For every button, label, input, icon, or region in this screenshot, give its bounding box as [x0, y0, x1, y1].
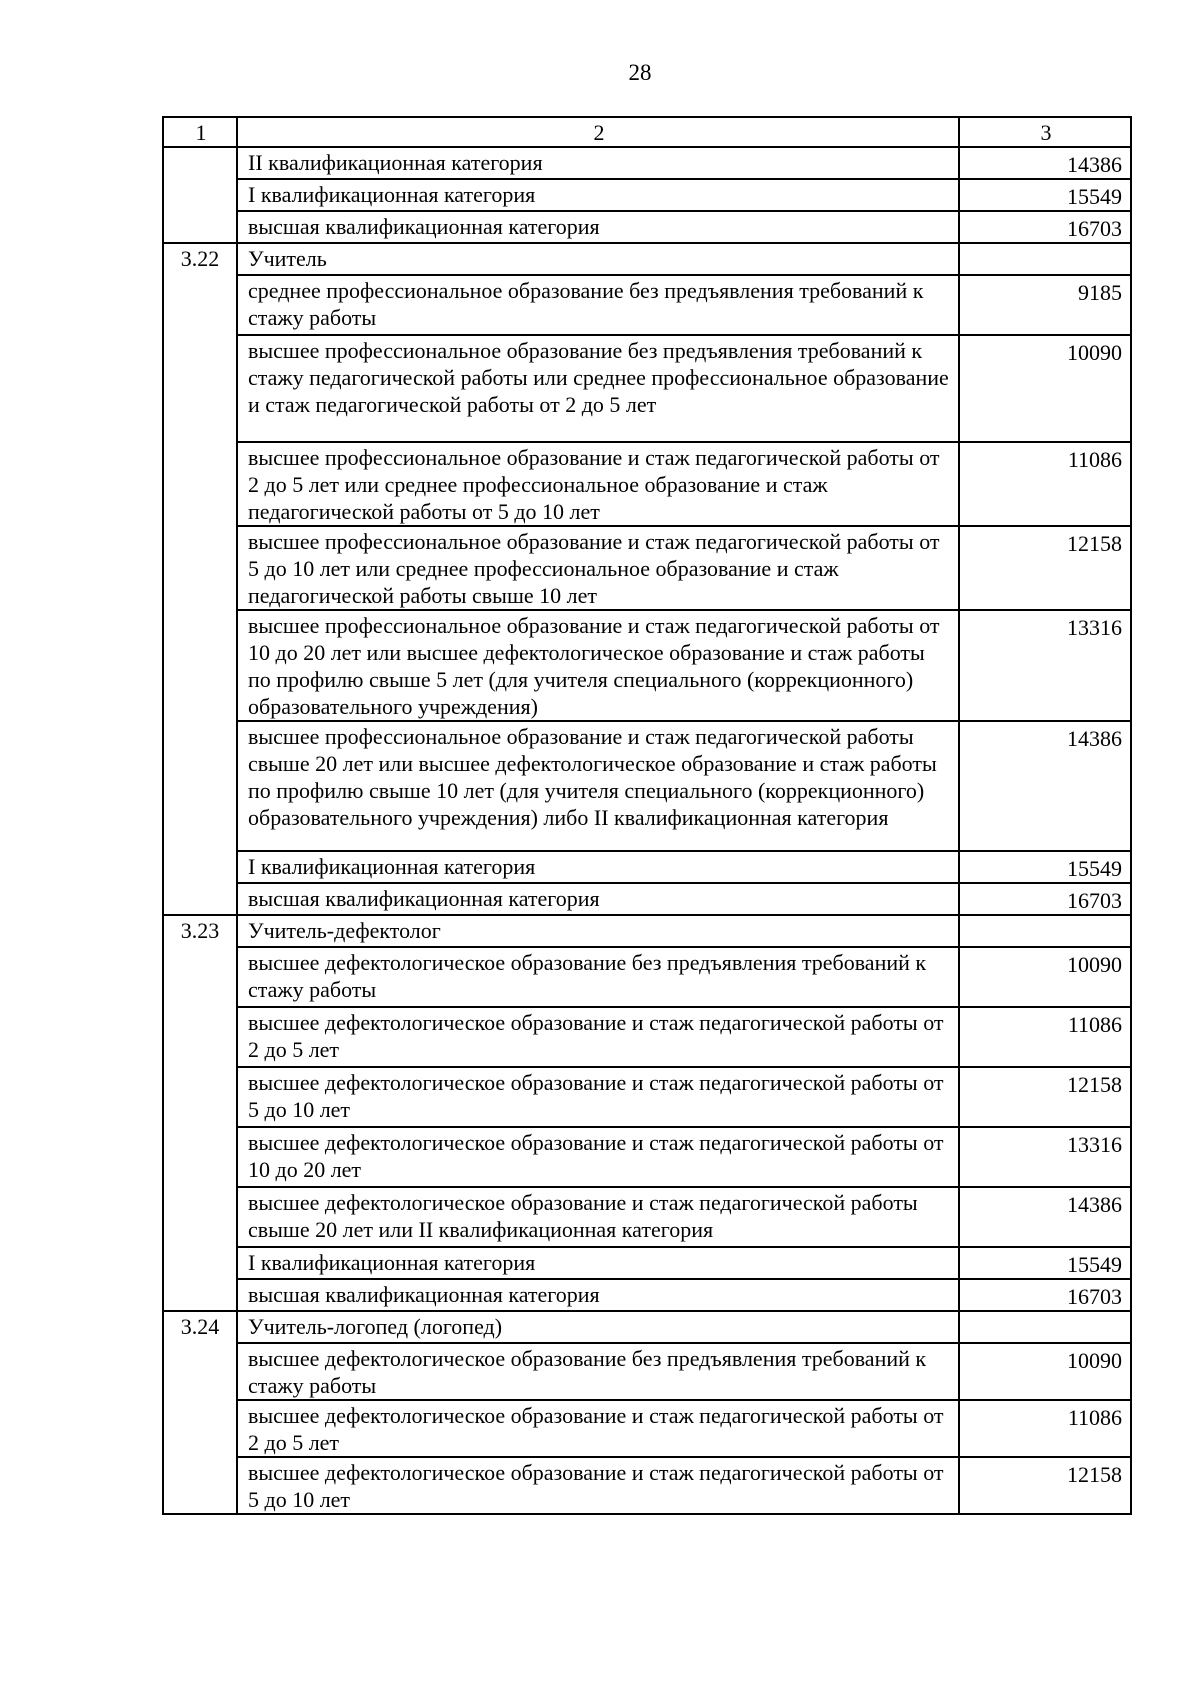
salary-value: 12158: [959, 526, 1131, 610]
table-row: [163, 1187, 1131, 1247]
table-row: [163, 915, 1131, 947]
position-description: высшее дефектологическое образование и стаж педагогической работы от 5 до 10 лет: [237, 1457, 959, 1514]
section-number: 3.24: [163, 1311, 237, 1343]
salary-value: 16703: [959, 883, 1131, 915]
salary-value: 10090: [959, 1343, 1131, 1400]
column-header-1: 1: [163, 117, 237, 147]
salary-value: 12158: [959, 1067, 1131, 1127]
section-number-empty: [163, 335, 237, 442]
table-row: [163, 1457, 1131, 1514]
position-description: высшее профессиональное образование и стаж педагогической работы от 5 до 10 лет или среднее профессиональное образование и стаж педагогической работы свыше 10 лет: [237, 526, 959, 610]
table-row: [163, 275, 1131, 335]
salary-value: 15549: [959, 179, 1131, 211]
section-number-empty: [163, 1343, 237, 1400]
section-number-empty: [163, 610, 237, 721]
position-description: Учитель: [237, 243, 959, 275]
salary-value: 10090: [959, 335, 1131, 442]
position-description: высшее дефектологическое образование без предъявления требований к стажу работы: [237, 1343, 959, 1400]
table-row: [163, 851, 1131, 883]
position-description: высшая квалификационная категория: [237, 1279, 959, 1311]
position-description: Учитель-логопед (логопед): [237, 1311, 959, 1343]
table-row: [163, 1127, 1131, 1187]
section-number: 3.22: [163, 243, 237, 275]
salary-value: 13316: [959, 1127, 1131, 1187]
section-number-empty: [163, 883, 237, 915]
position-description: высшее профессиональное образование и стаж педагогической работы от 10 до 20 лет или высшее дефектологическое образование и стаж работы по профилю свыше 5 лет (для учителя специального (коррекционного) образовательного учреждения): [237, 610, 959, 721]
section-number-empty: [163, 1007, 237, 1067]
section-number-empty: [163, 1400, 237, 1457]
salary-value: [959, 1311, 1131, 1343]
table-row: [163, 1279, 1131, 1311]
position-description: высшая квалификационная категория: [237, 211, 959, 243]
section-number-empty: [163, 721, 237, 851]
table-row: [163, 947, 1131, 1007]
salary-value: 11086: [959, 1007, 1131, 1067]
table-body: [163, 147, 1131, 1514]
table-row: [163, 1311, 1131, 1343]
position-description: высшее дефектологическое образование без предъявления требований к стажу работы: [237, 947, 959, 1007]
section-number-empty: [163, 851, 237, 883]
position-description: высшая квалификационная категория: [237, 883, 959, 915]
salary-table: [162, 116, 1132, 1515]
section-number: 3.23: [163, 915, 237, 947]
salary-value: 15549: [959, 1247, 1131, 1279]
section-number-empty: [163, 179, 237, 211]
position-description: среднее профессиональное образование без предъявления требований к стажу работы: [237, 275, 959, 335]
position-description: высшее дефектологическое образование и стаж педагогической работы от 2 до 5 лет: [237, 1400, 959, 1457]
salary-value: [959, 915, 1131, 947]
table-row: [163, 1343, 1131, 1400]
table-row: [163, 526, 1131, 610]
section-number-empty: [163, 1247, 237, 1279]
position-description: I квалификационная категория: [237, 851, 959, 883]
salary-value: 16703: [959, 211, 1131, 243]
salary-value: 10090: [959, 947, 1131, 1007]
salary-value: 12158: [959, 1457, 1131, 1514]
salary-value: [959, 243, 1131, 275]
position-description: II квалификационная категория: [237, 147, 959, 179]
position-description: высшее профессиональное образование и стаж педагогической работы свыше 20 лет или высшее дефектологическое образование и стаж работы по профилю свыше 10 лет (для учителя специального (коррекционного) образовательного учреждения) либо II квалификационная категория: [237, 721, 959, 851]
salary-value: 11086: [959, 442, 1131, 526]
table-row: [163, 721, 1131, 851]
table-header-row: [163, 117, 1131, 147]
position-description: I квалификационная категория: [237, 179, 959, 211]
section-number-empty: [163, 211, 237, 243]
table-row: [163, 243, 1131, 275]
section-number-empty: [163, 1187, 237, 1247]
table-row: [163, 1007, 1131, 1067]
salary-value: 9185: [959, 275, 1131, 335]
salary-value: 16703: [959, 1279, 1131, 1311]
table-row: [163, 610, 1131, 721]
column-header-2: 2: [237, 117, 959, 147]
position-description: высшее профессиональное образование и стаж педагогической работы от 2 до 5 лет или среднее профессиональное образование и стаж педагогической работы от 5 до 10 лет: [237, 442, 959, 526]
section-number-empty: [163, 526, 237, 610]
section-number-empty: [163, 947, 237, 1007]
table-row: [163, 442, 1131, 526]
section-number-empty: [163, 1279, 237, 1311]
salary-value: 14386: [959, 147, 1131, 179]
column-header-3: 3: [959, 117, 1131, 147]
salary-value: 11086: [959, 1400, 1131, 1457]
table-row: [163, 1400, 1131, 1457]
table-row: [163, 1247, 1131, 1279]
salary-value: 14386: [959, 721, 1131, 851]
position-description: высшее дефектологическое образование и стаж педагогической работы от 2 до 5 лет: [237, 1007, 959, 1067]
salary-value: 14386: [959, 1187, 1131, 1247]
section-number-empty: [163, 1127, 237, 1187]
table-row: [163, 211, 1131, 243]
position-description: высшее дефектологическое образование и стаж педагогической работы от 10 до 20 лет: [237, 1127, 959, 1187]
section-number-empty: [163, 147, 237, 179]
position-description: I квалификационная категория: [237, 1247, 959, 1279]
position-description: высшее дефектологическое образование и стаж педагогической работы от 5 до 10 лет: [237, 1067, 959, 1127]
table-row: [163, 147, 1131, 179]
position-description: высшее профессиональное образование без предъявления требований к стажу педагогической работы или среднее профессиональное образование и стаж педагогической работы от 2 до 5 лет: [237, 335, 959, 442]
table-row: [163, 883, 1131, 915]
table-row: [163, 335, 1131, 442]
section-number-empty: [163, 1067, 237, 1127]
section-number-empty: [163, 442, 237, 526]
section-number-empty: [163, 1457, 237, 1514]
salary-value: 13316: [959, 610, 1131, 721]
position-description: Учитель-дефектолог: [237, 915, 959, 947]
page-number: 28: [628, 60, 652, 85]
salary-value: 15549: [959, 851, 1131, 883]
section-number-empty: [163, 275, 237, 335]
table-row: [163, 1067, 1131, 1127]
table-row: [163, 179, 1131, 211]
position-description: высшее дефектологическое образование и стаж педагогической работы свыше 20 лет или II квалификационная категория: [237, 1187, 959, 1247]
